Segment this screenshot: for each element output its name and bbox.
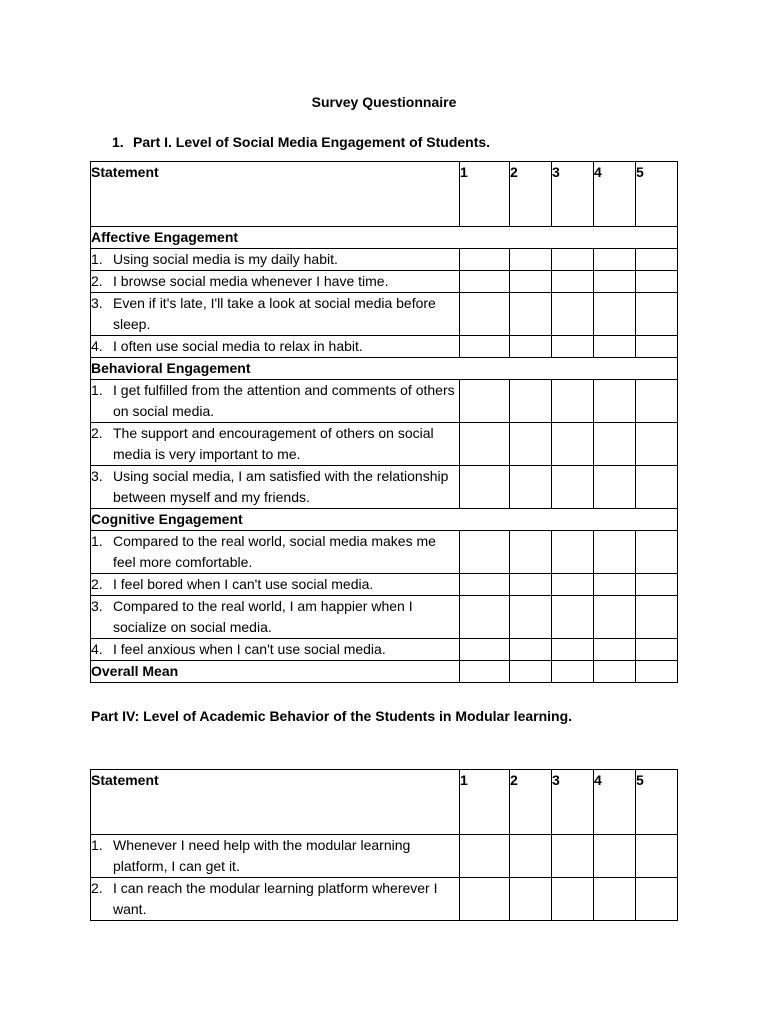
rating-cell-4[interactable] — [594, 380, 636, 423]
rating-cell-1[interactable] — [460, 878, 510, 921]
table-row — [91, 249, 678, 271]
section-row — [91, 227, 678, 249]
item-number: 1. — [91, 533, 103, 549]
social-media-engagement-table — [90, 161, 678, 683]
rating-cell-2[interactable] — [510, 249, 552, 271]
part1-heading — [112, 134, 490, 150]
table-row — [91, 596, 678, 639]
rating-cell-1[interactable] — [460, 639, 510, 661]
rating-cell-1[interactable] — [460, 466, 510, 509]
table-header-row — [91, 770, 678, 835]
rating-cell-3[interactable] — [552, 531, 594, 574]
rating-cell-3[interactable] — [552, 336, 594, 358]
item-text: I browse social media whenever I have time. — [113, 273, 389, 289]
statement-cell — [91, 878, 460, 921]
rating-cell-4[interactable] — [594, 531, 636, 574]
scale-header-3: 3 — [552, 770, 594, 835]
rating-cell-5[interactable] — [636, 380, 678, 423]
statement-cell — [91, 574, 460, 596]
rating-cell-5[interactable] — [636, 336, 678, 358]
item-number: 4. — [91, 641, 103, 657]
rating-cell-2[interactable] — [510, 271, 552, 293]
rating-cell-4[interactable] — [594, 835, 636, 878]
statement-cell — [91, 336, 460, 358]
item-text: Whenever I need help with the modular learning platform, I can get it. — [113, 837, 411, 874]
rating-cell-2[interactable] — [510, 661, 552, 683]
overall-mean-row — [91, 661, 678, 683]
item-text: The support and encouragement of others on social media is very important to me. — [113, 425, 434, 462]
item-text: I feel anxious when I can't use social media. — [113, 641, 386, 657]
part4-heading: Part IV: Level of Academic Behavior of the Students in Modular learning. — [91, 708, 573, 724]
item-text: I often use social media to relax in habit. — [113, 338, 363, 354]
rating-cell-2[interactable] — [510, 531, 552, 574]
part1-number: 1. — [112, 134, 124, 150]
table-row — [91, 639, 678, 661]
rating-cell-4[interactable] — [594, 639, 636, 661]
table-row — [91, 336, 678, 358]
rating-cell-2[interactable] — [510, 596, 552, 639]
item-number: 4. — [91, 338, 103, 354]
statement-cell — [91, 423, 460, 466]
item-number: 2. — [91, 425, 103, 441]
item-number: 3. — [91, 468, 103, 484]
table-row — [91, 293, 678, 336]
table-row — [91, 878, 678, 921]
statement-cell — [91, 639, 460, 661]
statement-cell — [91, 271, 460, 293]
overall-mean-label: Overall Mean — [91, 661, 460, 683]
rating-cell-5[interactable] — [636, 423, 678, 466]
item-number: 3. — [91, 295, 103, 311]
section-row — [91, 358, 678, 380]
rating-cell-1[interactable] — [460, 271, 510, 293]
item-number: 1. — [91, 251, 103, 267]
scale-header-5: 5 — [636, 770, 678, 835]
section-label: Affective Engagement — [91, 227, 678, 249]
item-text: I can reach the modular learning platform wherever I want. — [113, 880, 438, 917]
rating-cell-4[interactable] — [594, 466, 636, 509]
academic-behavior-table — [90, 769, 678, 921]
section-label: Cognitive Engagement — [91, 509, 678, 531]
rating-cell-1[interactable] — [460, 661, 510, 683]
rating-cell-2[interactable] — [510, 639, 552, 661]
item-text: I feel bored when I can't use social media. — [113, 576, 374, 592]
table-row — [91, 271, 678, 293]
rating-cell-3[interactable] — [552, 596, 594, 639]
rating-cell-3[interactable] — [552, 380, 594, 423]
rating-cell-4[interactable] — [594, 878, 636, 921]
rating-cell-3[interactable] — [552, 271, 594, 293]
scale-header-1: 1 — [460, 770, 510, 835]
scale-header-1: 1 — [460, 162, 510, 227]
rating-cell-5[interactable] — [636, 639, 678, 661]
part1-heading-text: Part I. Level of Social Media Engagement of Students. — [133, 134, 491, 150]
scale-header-3: 3 — [552, 162, 594, 227]
item-number: 2. — [91, 880, 103, 896]
item-text: Compared to the real world, social media makes me feel more comfortable. — [113, 533, 436, 570]
rating-cell-5[interactable] — [636, 878, 678, 921]
item-text: I get fulfilled from the attention and comments of others on social media. — [113, 382, 455, 419]
rating-cell-5[interactable] — [636, 661, 678, 683]
table-row — [91, 574, 678, 596]
statement-cell — [91, 835, 460, 878]
section-label: Behavioral Engagement — [91, 358, 678, 380]
scale-header-4: 4 — [594, 770, 636, 835]
statement-cell — [91, 466, 460, 509]
rating-cell-3[interactable] — [552, 878, 594, 921]
statement-cell — [91, 596, 460, 639]
table-row — [91, 531, 678, 574]
rating-cell-3[interactable] — [552, 423, 594, 466]
rating-cell-2[interactable] — [510, 466, 552, 509]
rating-cell-4[interactable] — [594, 293, 636, 336]
rating-cell-4[interactable] — [594, 423, 636, 466]
statement-cell — [91, 293, 460, 336]
scale-header-5: 5 — [636, 162, 678, 227]
item-text: Compared to the real world, I am happier when I socialize on social media. — [113, 598, 413, 635]
rating-cell-2[interactable] — [510, 835, 552, 878]
rating-cell-3[interactable] — [552, 574, 594, 596]
rating-cell-5[interactable] — [636, 249, 678, 271]
rating-cell-1[interactable] — [460, 380, 510, 423]
rating-cell-4[interactable] — [594, 249, 636, 271]
rating-cell-1[interactable] — [460, 574, 510, 596]
item-number: 1. — [91, 382, 103, 398]
rating-cell-3[interactable] — [552, 639, 594, 661]
item-number: 1. — [91, 837, 103, 853]
table-row — [91, 466, 678, 509]
statement-cell — [91, 531, 460, 574]
rating-cell-5[interactable] — [636, 271, 678, 293]
rating-cell-2[interactable] — [510, 380, 552, 423]
statement-column-header: Statement — [91, 162, 460, 227]
statement-cell — [91, 380, 460, 423]
rating-cell-1[interactable] — [460, 596, 510, 639]
scale-header-4: 4 — [594, 162, 636, 227]
rating-cell-3[interactable] — [552, 249, 594, 271]
rating-cell-2[interactable] — [510, 423, 552, 466]
statement-column-header: Statement — [91, 770, 460, 835]
rating-cell-5[interactable] — [636, 835, 678, 878]
rating-cell-5[interactable] — [636, 293, 678, 336]
rating-cell-5[interactable] — [636, 574, 678, 596]
rating-cell-4[interactable] — [594, 336, 636, 358]
rating-cell-5[interactable] — [636, 466, 678, 509]
rating-cell-4[interactable] — [594, 271, 636, 293]
item-text: Even if it's late, I'll take a look at social media before sleep. — [113, 295, 436, 332]
rating-cell-1[interactable] — [460, 336, 510, 358]
rating-cell-5[interactable] — [636, 596, 678, 639]
rating-cell-1[interactable] — [460, 423, 510, 466]
rating-cell-1[interactable] — [460, 249, 510, 271]
item-number: 2. — [91, 576, 103, 592]
rating-cell-5[interactable] — [636, 531, 678, 574]
rating-cell-2[interactable] — [510, 293, 552, 336]
item-text: Using social media, I am satisfied with the relationship between myself and my friends. — [113, 468, 449, 505]
table-row — [91, 380, 678, 423]
rating-cell-4[interactable] — [594, 574, 636, 596]
table-row — [91, 423, 678, 466]
rating-cell-2[interactable] — [510, 878, 552, 921]
rating-cell-2[interactable] — [510, 336, 552, 358]
rating-cell-4[interactable] — [594, 661, 636, 683]
scale-header-2: 2 — [510, 162, 552, 227]
rating-cell-2[interactable] — [510, 574, 552, 596]
rating-cell-1[interactable] — [460, 835, 510, 878]
scale-header-2: 2 — [510, 770, 552, 835]
rating-cell-1[interactable] — [460, 293, 510, 336]
table-row — [91, 835, 678, 878]
rating-cell-3[interactable] — [552, 466, 594, 509]
item-text: Using social media is my daily habit. — [113, 251, 338, 267]
statement-cell — [91, 249, 460, 271]
item-number: 2. — [91, 273, 103, 289]
document-title: Survey Questionnaire — [311, 94, 457, 110]
table-header-row — [91, 162, 678, 227]
rating-cell-1[interactable] — [460, 531, 510, 574]
rating-cell-3[interactable] — [552, 835, 594, 878]
rating-cell-4[interactable] — [594, 596, 636, 639]
rating-cell-3[interactable] — [552, 661, 594, 683]
item-number: 3. — [91, 598, 103, 614]
rating-cell-3[interactable] — [552, 293, 594, 336]
section-row — [91, 509, 678, 531]
